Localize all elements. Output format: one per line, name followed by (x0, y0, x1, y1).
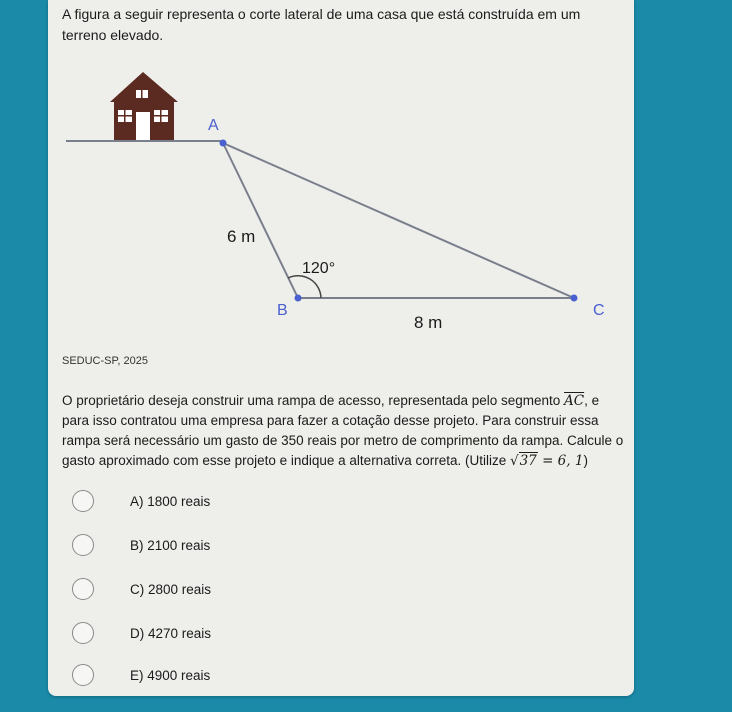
option-d-label: D) 4270 reais (130, 626, 212, 641)
radio-icon[interactable] (72, 578, 94, 600)
question-closing: ) (583, 453, 588, 468)
option-c[interactable] (48, 568, 634, 610)
question-text (62, 391, 626, 471)
question-text-after: , e para isso contratou uma empresa para fazer a cotação desse projeto. Para construir essa rampa será necessário um gasto de 350 reais por metro de comprimento da rampa. Calcule o gasto aproximado com esse projeto e indique a alternativa correta. (Utilize (62, 393, 624, 468)
house-icon (110, 72, 178, 140)
radio-icon[interactable] (72, 664, 94, 686)
angle-b-value: 120° (302, 260, 336, 277)
point-b (295, 295, 302, 302)
label-b: B (277, 302, 288, 319)
radio-icon[interactable] (72, 490, 94, 512)
triangle-figure (48, 60, 634, 350)
sqrt-expression: √37 = 6, 1 (509, 453, 584, 469)
segment-ac-label: $\overline{AC}$ (564, 393, 585, 409)
option-e-label: E) 4900 reais (130, 668, 211, 683)
option-b-label: B) 2100 reais (130, 538, 211, 553)
segment-ac (223, 143, 574, 298)
question-text-before: O proprietário deseja construir uma rampa de acesso, representada pelo segmento (62, 393, 565, 408)
side-bc-length: 8 m (414, 313, 443, 332)
segment-ab (223, 143, 298, 298)
label-c: C (593, 302, 605, 319)
radio-icon[interactable] (72, 622, 94, 644)
option-c-label: C) 2800 reais (130, 582, 212, 597)
sqrt-approx: = 6, 1 (537, 453, 584, 469)
option-a-label: A) 1800 reais (130, 494, 211, 509)
option-b[interactable] (48, 524, 634, 566)
option-e[interactable] (48, 654, 634, 696)
side-ab-length: 6 m (227, 227, 256, 246)
source-citation: SEDUC-SP, 2025 (62, 355, 149, 367)
option-d[interactable] (48, 612, 634, 654)
intro-text: A figura a seguir representa o corte lateral de uma casa que está construída em um terreno elevado. (62, 6, 581, 43)
option-a[interactable] (48, 480, 634, 522)
sqrt-argument: 37 (519, 453, 537, 469)
question-card (48, 0, 634, 696)
label-a: A (208, 117, 219, 134)
radio-icon[interactable] (72, 534, 94, 556)
point-c (571, 295, 578, 302)
point-a (220, 140, 227, 147)
